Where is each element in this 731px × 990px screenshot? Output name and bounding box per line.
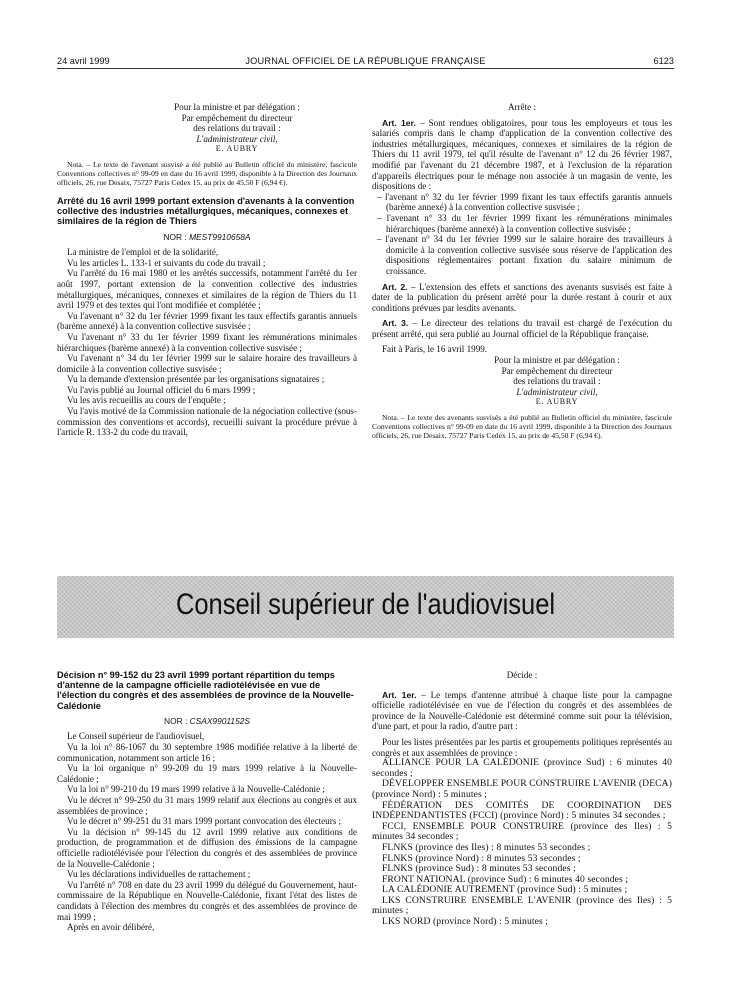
article-3: Art. 3. – Le directeur des relations du travail est chargé de l'exécution du présent arrêté, qui sera publié au Journal officiel de la République française. bbox=[372, 318, 672, 339]
signature-line: Par empêchement du directeur bbox=[501, 365, 613, 376]
decision-visas bbox=[57, 731, 357, 932]
visa-paragraph: Vu le décret n° 99-251 du 31 mars 1999 portant convocation des électeurs ; bbox=[67, 816, 342, 827]
article-1: Art. 1er. – Sont rendues obligatoires, pour tous les employeurs et tous les salariés compris dans le champ d'application de la convention collective des industries métallurgiques, mécaniques, connexes et similaires de la région de Thiers du 11 avril 1979, tel qu'il résulte de l'avenant n° 12 du 26 février 1987, modifié par l'avenant du 21 décembre 1987, et à l'exclusion de la réparation d'appareils électriques pour le ménage non associée à un magasin de vente, les dispositions de : bbox=[372, 117, 672, 192]
party-list-item: FCCI, ENSEMBLE POUR CONSTRUIRE (province des Iles) : 5 minutes 34 secondes ; bbox=[372, 820, 672, 843]
signature-name: E. AUBRY bbox=[215, 144, 259, 154]
arrete-nor-code: MEST9910658A bbox=[189, 231, 251, 242]
party-list-item: LKS CONSTRUIRE ENSEMBLE L'AVENIR (province des Iles) : 5 minutes ; bbox=[372, 894, 672, 917]
visa-paragraph: Vu l'avenant n° 32 du 1er février 1999 fixant les taux effectifs garantis annuels (barème annexé) à la convention collective susvisée ; bbox=[57, 310, 357, 332]
arrete-nor: NOR : MEST9910658A bbox=[163, 231, 251, 242]
avenant-list bbox=[372, 192, 672, 277]
decision-nor-code: CSAX9901152S bbox=[189, 715, 250, 726]
decision-title: Décision n° 99-152 du 23 avril 1999 portant répartition du temps d'antenne de la campagne officielle radiotélévisée en vue de l'élection du congrès et des assemblées de province de la Nouvelle-Calédonie bbox=[57, 670, 354, 711]
visa-paragraph: Vu la loi n° 86-1067 du 30 septembre 1986 modifiée relative à la liberté de communication, notamment son article 16 ; bbox=[57, 742, 357, 763]
party-list bbox=[372, 758, 672, 928]
right-column-bottom bbox=[372, 670, 672, 928]
signature-line: Pour la ministre et par délégation : bbox=[174, 102, 300, 112]
left-column-top bbox=[57, 102, 357, 438]
visa-paragraph: Vu la demande d'extension présentée par les organisations signataires ; bbox=[67, 374, 325, 385]
header-date: 24 avril 1999 bbox=[57, 56, 110, 66]
visa-paragraph: Vu la décision n° 99-145 du 12 avril 1999 relative aux conditions de production, de programmation et de diffusion des émissions de la campagne officielle radiotélévisée pour l'élection du congrès et des assemblées de province de la Nouvelle-Calédonie ; bbox=[57, 826, 357, 869]
fait-a-paris: Fait à Paris, le 16 avril 1999. bbox=[382, 344, 488, 355]
section-banner-title: Conseil supérieur de l'audiovisuel bbox=[175, 588, 556, 621]
party-list-item: FLNKS (province Sud) : 8 minutes 53 secondes ; bbox=[382, 863, 576, 875]
decision-nor: NOR : CSAX9901152S bbox=[164, 715, 250, 726]
nota-1: Nota. – Le texte de l'avenant susvisé a été publié au Bulletin officiel du ministère, fascicule Conventions collectives n° 99-09 en date du 16 avril 1999, disponible à la Direction des Journaux officiels, 26, rue Desaix, 75727 Paris Cedex 15, au prix de 45,50 F (6,94 €). bbox=[57, 159, 357, 187]
decide-label: Décide : bbox=[506, 670, 538, 680]
party-list-item: FÉDÉRATION DES COMITÉS DE COORDINATION DES INDÉPENDANTISTES (FCCI) (province Nord) : 5 minutes 34 secondes ; bbox=[372, 799, 672, 822]
header-page-number: 6123 bbox=[653, 56, 674, 66]
visa-paragraph: Vu les articles L. 133-1 et suivants du code du travail ; bbox=[67, 257, 266, 268]
nota-2: Nota. – Le texte des avenants susvisés a été publié au Bulletin officiel du ministère, fascicule Conventions collectives n° 99-09 en date du 16 avril 1999, disponible à la Direction des Journaux officiels, 26, rue Desaix, 75727 Paris Cedex 15, au prix de 45,50 F (6,94 €). bbox=[372, 413, 672, 441]
signature-line: Pour la ministre et par délégation : bbox=[494, 355, 620, 366]
arrete-title: Arrêté du 16 avril 1999 portant extension d'avenants à la convention collective des industries métallurgiques, mécaniques, connexes et similaires de la région de Thiers bbox=[57, 195, 355, 227]
visa-paragraph: La ministre de l'emploi et de la solidarité, bbox=[67, 247, 219, 258]
signature-block-1 bbox=[57, 102, 357, 155]
party-list-item: FLNKS (province des Iles) : 8 minutes 53 secondes ; bbox=[382, 841, 591, 853]
visa-paragraph: Vu les déclarations individuelles de rattachement ; bbox=[67, 869, 251, 880]
left-column-bottom bbox=[57, 670, 357, 933]
right-column-top bbox=[372, 102, 672, 440]
lists-intro: Pour les listes présentées par les partis et groupements politiques représentés au congrès et aux assemblées de province : bbox=[372, 736, 672, 758]
article-2: Art. 2. – L'extension des effets et sanctions des avenants susvisés est faite à dater de la publication du présent arrêté pour la durée restant à courir et aux conditions prévues par lesdits avenants. bbox=[372, 281, 672, 313]
visa-paragraph: Après en avoir délibéré, bbox=[67, 922, 155, 933]
header-journal-title: JOURNAL OFFICIEL DE LA RÉPUBLIQUE FRANÇAISE bbox=[245, 56, 486, 66]
visa-paragraph: Vu la loi organique n° 99-209 du 19 mars 1999 relative à la Nouvelle-Calédonie ; bbox=[57, 763, 357, 784]
signature-line: des relations du travail : bbox=[513, 376, 601, 387]
decision-article-1: Art. 1er. – Le temps d'antenne attribué à chaque liste pour la campagne officielle radiotélévisée en vue de l'élection du congrès et des assemblées de province de la Nouvelle-Calédonie est déterminé comme suit pour la télévision, d'une part, et pour la radio, d'autre part : bbox=[372, 689, 672, 732]
party-list-item: LA CALÉDONIE AUTREMENT (province Sud) : 5 minutes ; bbox=[382, 884, 628, 896]
party-list-item: ALLIANCE POUR LA CALÉDONIE (province Sud) : 6 minutes 40 secondes ; bbox=[372, 757, 672, 779]
avenant-item: – l'avenant n° 34 du 1er février 1999 sur le salaire horaire des travailleurs à domicile à la convention collective susvisée sous réserve de l'application des dispositions réglementaires portant fixation du salaire minimum de croissance. bbox=[377, 234, 672, 276]
signature-name: E. AUBRY bbox=[535, 397, 579, 407]
visa-paragraph: Vu l'arrêté du 16 mai 1980 et les arrêtés successifs, notamment l'arrêté du 1er août 1997, portant extension de la convention collective des industries métallurgiques, mécaniques, connexes et similaires de la région de Thiers du 11 avril 1979 et des textes qui l'ont modifiée et complétée ; bbox=[57, 268, 357, 311]
signature-line: Par empêchement du directeur bbox=[181, 112, 293, 123]
visa-paragraph: Vu l'avenant n° 33 du 1er février 1999 fixant les rémunérations minimales hiérarchiques (barème annexé) à la convention collective susvisée ; bbox=[57, 331, 357, 353]
avenant-item: – l'avenant n° 32 du 1er février 1999 fixant les taux effectifs garantis annuels (barème annexé) à la convention collective susvisée ; bbox=[377, 191, 672, 213]
visa-paragraph: Vu les avis recueillis au cours de l'enquête ; bbox=[67, 395, 226, 406]
signature-block-2 bbox=[372, 355, 672, 408]
arrete-label: Arrête : bbox=[507, 102, 537, 112]
arrete-visas bbox=[57, 247, 357, 438]
signature-line: L'administrateur civil, bbox=[516, 386, 598, 397]
visa-paragraph: Vu la loi n° 99-210 du 19 mars 1999 relative à la Nouvelle-Calédonie ; bbox=[67, 784, 325, 795]
visa-paragraph: Le Conseil supérieur de l'audiovisuel, bbox=[67, 731, 205, 742]
party-list-item: FRONT NATIONAL (province Sud) : 6 minutes 40 secondes ; bbox=[382, 873, 629, 885]
avenant-item: – l'avenant n° 33 du 1er février 1999 fixant les rémunérations minimales hiérarchiques (barème annexé) à la convention collective susvisée ; bbox=[377, 212, 672, 234]
visa-paragraph: Vu le décret n° 99-250 du 31 mars 1999 relatif aux élections au congrès et aux assemblées de province ; bbox=[57, 794, 357, 816]
visa-paragraph: Vu l'avis motivé de la Commission nationale de la négociation collective (sous-commission des conventions et accords), recueilli suivant la procédure prévue à l'article R. 133-2 du code du travail, bbox=[57, 406, 357, 438]
party-list-item: DÉVELOPPER ENSEMBLE POUR CONSTRUIRE L'AVENIR (DECA) (province Nord) : 5 minutes ; bbox=[372, 778, 672, 800]
visa-paragraph: Vu l'avis publié au Journal officiel du 6 mars 1999 ; bbox=[67, 384, 256, 395]
visa-paragraph: Vu l'arrêté n° 708 en date du 23 avril 1999 du délégué du Gouvernement, haut-commissaire de la République en Nouvelle-Calédonie, fixant l'état des listes de candidats à l'élection des membres du congrès et des assemblées de province de mai 1999 ; bbox=[57, 879, 357, 922]
party-list-item: LKS NORD (province Nord) : 5 minutes ; bbox=[382, 916, 549, 928]
section-banner bbox=[57, 576, 674, 638]
visa-paragraph: Vu l'avenant n° 34 du 1er février 1999 sur le salaire horaire des travailleurs à domicile à la convention collective susvisée ; bbox=[57, 353, 357, 374]
signature-line: des relations du travail : bbox=[193, 123, 281, 134]
party-list-item: FLNKS (province Nord) : 8 minutes 53 secondes ; bbox=[382, 852, 581, 864]
header-rule bbox=[57, 68, 674, 69]
signature-line: L'administrateur civil, bbox=[196, 133, 278, 144]
